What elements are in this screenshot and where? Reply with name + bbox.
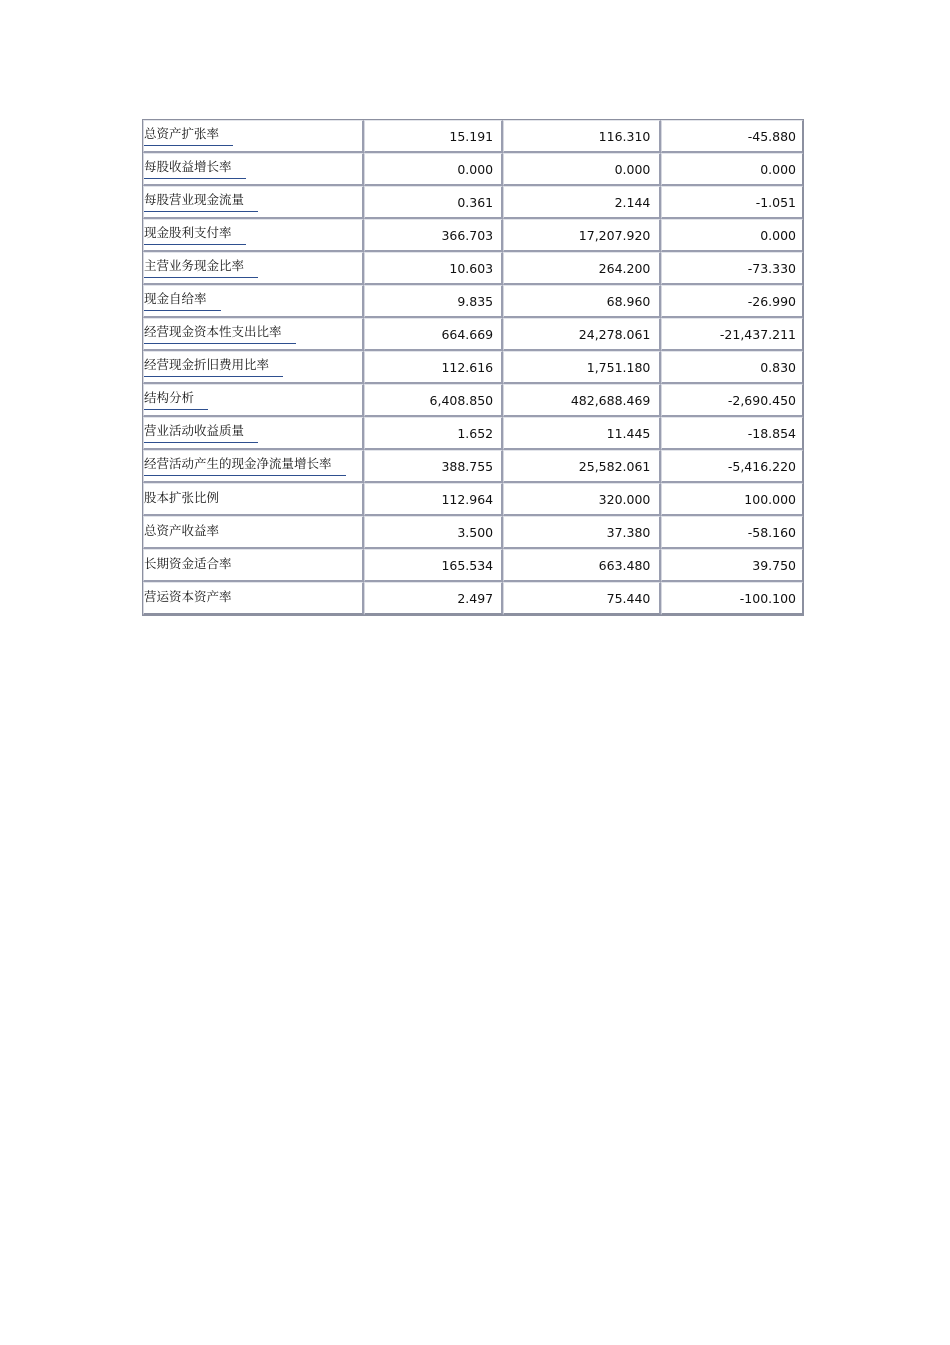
metric-name-link[interactable]: 结构分析 <box>144 390 208 410</box>
metric-name-link[interactable]: 现金自给率 <box>144 291 221 311</box>
metric-name-cell[interactable] <box>143 120 364 153</box>
value-col-3: -26.990 <box>661 285 803 318</box>
metric-name-link[interactable]: 经营现金折旧费用比率 <box>144 357 283 377</box>
value-col-3: -58.160 <box>661 516 803 549</box>
value-col-3: -45.880 <box>661 120 803 153</box>
value-col-2: 482,688.469 <box>503 384 661 417</box>
value-col-1: 10.603 <box>364 252 504 285</box>
metric-name-link[interactable]: 现金股利支付率 <box>144 225 246 245</box>
table-row <box>143 417 803 450</box>
metric-name-cell <box>143 483 364 516</box>
value-col-2: 264.200 <box>503 252 661 285</box>
value-col-1: 388.755 <box>364 450 504 483</box>
metric-name-cell[interactable] <box>143 351 364 384</box>
metric-name-link[interactable]: 经营现金资本性支出比率 <box>144 324 296 344</box>
table-row <box>143 450 803 483</box>
table-row <box>143 351 803 384</box>
table-row <box>143 285 803 318</box>
value-col-2: 663.480 <box>503 549 661 582</box>
value-col-3: 100.000 <box>661 483 803 516</box>
table-row <box>143 483 803 516</box>
metric-name-cell[interactable] <box>143 417 364 450</box>
table-row <box>143 384 803 417</box>
table-row <box>143 549 803 582</box>
value-col-2: 0.000 <box>503 153 661 186</box>
table-row <box>143 120 803 153</box>
value-col-2: 116.310 <box>503 120 661 153</box>
value-col-3: -2,690.450 <box>661 384 803 417</box>
metric-name: 营运资本资产率 <box>144 588 232 604</box>
value-col-1: 9.835 <box>364 285 504 318</box>
metric-name: 股本扩张比例 <box>144 489 220 505</box>
value-col-1: 15.191 <box>364 120 504 153</box>
value-col-2: 17,207.920 <box>503 219 661 252</box>
value-col-1: 112.616 <box>364 351 504 384</box>
value-col-2: 2.144 <box>503 186 661 219</box>
metric-name-cell[interactable] <box>143 153 364 186</box>
metric-name-cell[interactable] <box>143 318 364 351</box>
metric-name-cell <box>143 582 364 615</box>
value-col-1: 112.964 <box>364 483 504 516</box>
value-col-1: 366.703 <box>364 219 504 252</box>
value-col-3: -100.100 <box>661 582 803 615</box>
table-row <box>143 219 803 252</box>
metric-name-link[interactable]: 主营业务现金比率 <box>144 258 258 278</box>
value-col-2: 75.440 <box>503 582 661 615</box>
value-col-2: 11.445 <box>503 417 661 450</box>
value-col-3: 0.830 <box>661 351 803 384</box>
value-col-1: 1.652 <box>364 417 504 450</box>
value-col-2: 1,751.180 <box>503 351 661 384</box>
metric-name-link[interactable]: 每股营业现金流量 <box>144 192 258 212</box>
table-row <box>143 582 803 615</box>
value-col-1: 0.000 <box>364 153 504 186</box>
metric-name-cell <box>143 549 364 582</box>
value-col-1: 0.361 <box>364 186 504 219</box>
value-col-3: -5,416.220 <box>661 450 803 483</box>
value-col-3: 39.750 <box>661 549 803 582</box>
metric-name-cell[interactable] <box>143 219 364 252</box>
table-row <box>143 318 803 351</box>
table-row <box>143 516 803 549</box>
value-col-1: 165.534 <box>364 549 504 582</box>
value-col-2: 68.960 <box>503 285 661 318</box>
metric-name-cell[interactable] <box>143 450 364 483</box>
value-col-3: -18.854 <box>661 417 803 450</box>
metric-name-cell[interactable] <box>143 186 364 219</box>
value-col-2: 320.000 <box>503 483 661 516</box>
value-col-1: 3.500 <box>364 516 504 549</box>
value-col-1: 2.497 <box>364 582 504 615</box>
metric-name-link[interactable]: 营业活动收益质量 <box>144 423 258 443</box>
value-col-1: 664.669 <box>364 318 504 351</box>
financial-ratio-table <box>142 119 804 616</box>
value-col-2: 25,582.061 <box>503 450 661 483</box>
metric-name-link[interactable]: 经营活动产生的现金净流量增长率 <box>144 456 346 476</box>
metric-name-cell <box>143 516 364 549</box>
metric-name: 总资产收益率 <box>144 522 220 538</box>
value-col-3: -21,437.211 <box>661 318 803 351</box>
metric-name-link[interactable]: 每股收益增长率 <box>144 159 246 179</box>
metric-name-cell[interactable] <box>143 252 364 285</box>
value-col-2: 37.380 <box>503 516 661 549</box>
value-col-1: 6,408.850 <box>364 384 504 417</box>
value-col-3: -1.051 <box>661 186 803 219</box>
metric-name-cell[interactable] <box>143 384 364 417</box>
metric-name-cell[interactable] <box>143 285 364 318</box>
value-col-3: 0.000 <box>661 153 803 186</box>
table-body <box>143 120 803 615</box>
table-row <box>143 252 803 285</box>
value-col-3: 0.000 <box>661 219 803 252</box>
value-col-2: 24,278.061 <box>503 318 661 351</box>
table-row <box>143 153 803 186</box>
metric-name-link[interactable]: 总资产扩张率 <box>144 126 233 146</box>
value-col-3: -73.330 <box>661 252 803 285</box>
metric-name: 长期资金适合率 <box>144 555 232 571</box>
table-row <box>143 186 803 219</box>
